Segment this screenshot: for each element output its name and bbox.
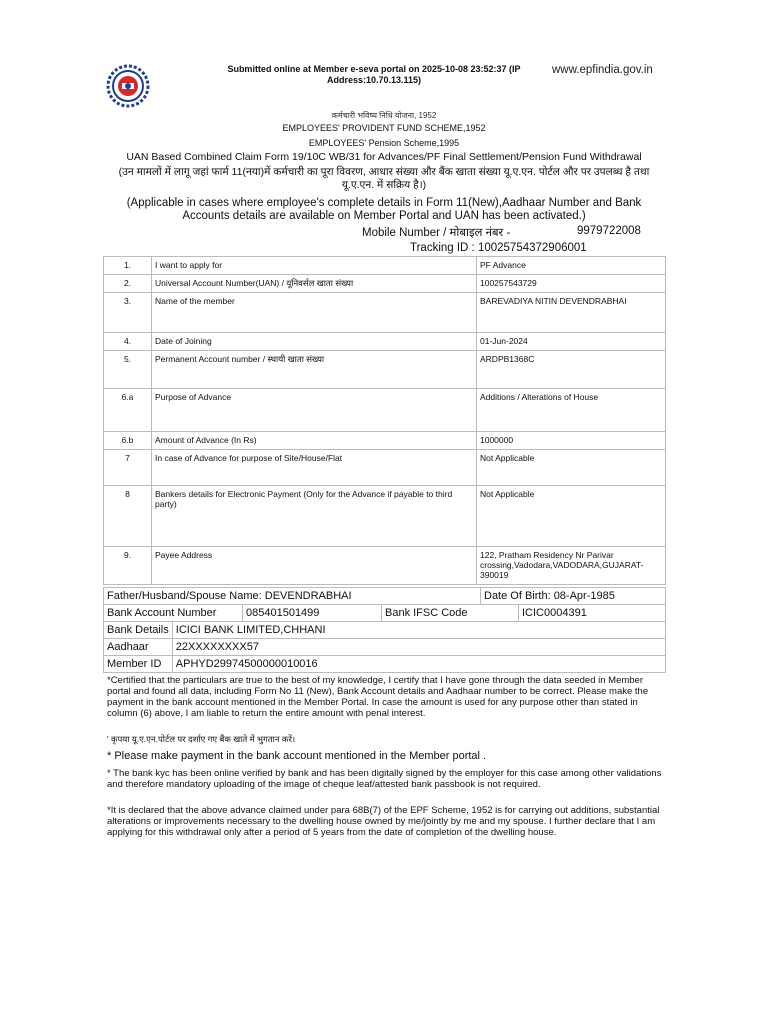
hindi-note: (उन मामलों में लागू जहां फार्म 11(नया)में कर्मचारी का पूरा विवरण, आधार संख्या और बैंक खाता संख्या यू.ए.एन. पोर्टल और पर उपलब्ध है तथा यू.ए.एन. में सक्रिय है।)	[118, 166, 650, 191]
table-row	[104, 275, 666, 293]
table-row	[104, 293, 666, 333]
row-label: I want to apply for	[152, 257, 477, 275]
father-name: Father/Husband/Spouse Name: DEVENDRABHAI	[104, 588, 481, 605]
bank-details-value: ICICI BANK LIMITED,CHHANI	[172, 622, 665, 639]
epfo-logo-icon	[106, 64, 150, 108]
table-row	[104, 333, 666, 351]
table-row	[104, 450, 666, 486]
row-number: 8	[104, 486, 152, 547]
row-label: Date of Joining	[152, 333, 477, 351]
hindi-scheme-title: कर्मचारी भविष्य निधि योजना, 1952	[331, 111, 437, 120]
bank-account-value: 085401501499	[243, 605, 382, 622]
bank-account-label: Bank Account Number	[104, 605, 243, 622]
row-label: Amount of Advance (In Rs)	[152, 432, 477, 450]
aadhaar-value: 22XXXXXXXX57	[172, 639, 665, 656]
row-label: Permanent Account number / स्थायी खाता संख्या	[152, 351, 477, 389]
table-row	[104, 257, 666, 275]
row-label: Universal Account Number(UAN) / यूनिवर्सल खाता संख्या	[152, 275, 477, 293]
certification-text: *Certified that the particulars are true to the best of my knowledge, I certify that I have gone through the data seeded in Member portal and found all data, including Form No 11 (New), Bank Account details and Aadhaar number to be correct. Please make the payment in the bank account mentioned in the Member Portal. In case the amount is used for any purpose other than stated in column (6) above, I am liable to return the entire amount with penal interest.	[107, 675, 649, 719]
row-number: 6.a	[104, 389, 152, 432]
row-label: Bankers details for Electronic Payment (Only for the Advance if payable to third party)	[152, 486, 477, 547]
submission-info: Submitted online at Member e-seva portal on 2025-10-08 23:52:37 (IP Address:10.70.13.115)	[227, 64, 521, 85]
hindi-payment-note: ' कृपया यू.ए.एन.पोर्टल पर दर्शाए गए बैंक खाते में भुगतान करें।	[107, 734, 296, 744]
row-value: 122, Pratham Residency Nr Parivar crossing,Vadodara,VADODARA,GUJARAT-390019	[477, 547, 666, 585]
table-row	[104, 389, 666, 432]
row-number: 9.	[104, 547, 152, 585]
member-details-table	[103, 621, 666, 673]
row-number: 1.	[104, 257, 152, 275]
row-value: 1000000	[477, 432, 666, 450]
tracking-id: Tracking ID : 10025754372906001	[410, 242, 587, 254]
member-id-label: Member ID	[104, 656, 173, 673]
row-number: 7	[104, 450, 152, 486]
declaration-text: *It is declared that the above advance claimed under para 68B(7) of the EPF Scheme, 1952 is for carrying out additions, substantial alterations or improvements necessary to the dwelling house owned by me/jointly by me and my spouse. I further declare that I am applying for this withdrawal only after a period of 5 years from the date of completion of the dwelling house.	[107, 805, 660, 838]
father-dob-row	[103, 587, 666, 605]
row-value: Not Applicable	[477, 486, 666, 547]
bank-details-label: Bank Details	[104, 622, 173, 639]
payment-note: * Please make payment in the bank account mentioned in the Member portal .	[107, 750, 487, 762]
date-of-birth: Date Of Birth: 08-Apr-1985	[481, 588, 666, 605]
row-value: ARDPB1368C	[477, 351, 666, 389]
claim-details-table	[103, 256, 666, 585]
mobile-label: Mobile Number / मोबाइल नंबर -	[362, 227, 511, 239]
table-row	[104, 486, 666, 547]
row-value: PF Advance	[477, 257, 666, 275]
bank-account-row	[103, 604, 666, 622]
applicable-note: (Applicable in cases where employee's complete details in Form 11(New),Aadhaar Number and Bank Accounts details are available on Member Portal and UAN has been activated.)	[126, 197, 642, 222]
row-value: Not Applicable	[477, 450, 666, 486]
mobile-value: 9979722008	[577, 225, 641, 237]
table-row	[104, 351, 666, 389]
row-label: In case of Advance for purpose of Site/House/Flat	[152, 450, 477, 486]
website-link[interactable]: www.epfindia.gov.in	[552, 64, 653, 76]
scheme-title: EMPLOYEES' PROVIDENT FUND SCHEME,1952	[282, 123, 486, 133]
row-value: 01-Jun-2024	[477, 333, 666, 351]
row-number: 6.b	[104, 432, 152, 450]
aadhaar-label: Aadhaar	[104, 639, 173, 656]
row-label: Name of the member	[152, 293, 477, 333]
row-label: Purpose of Advance	[152, 389, 477, 432]
member-id-value: APHYD29974500000010016	[172, 656, 665, 673]
row-value: Additions / Alterations of House	[477, 389, 666, 432]
kyc-note: * The bank kyc has been online verified by bank and has been digitally signed by the employer for this case among other validations and therefore mandatory uploading of the image of cheque leaf/attested bank passbook is not required.	[107, 768, 662, 790]
row-value: BAREVADIYA NITIN DEVENDRABHAI	[477, 293, 666, 333]
row-label: Payee Address	[152, 547, 477, 585]
pension-scheme-title: EMPLOYEES' Pension Scheme,1995	[308, 138, 460, 148]
row-value: 100257543729	[477, 275, 666, 293]
row-number: 2.	[104, 275, 152, 293]
table-row	[104, 432, 666, 450]
ifsc-label: Bank IFSC Code	[382, 605, 519, 622]
form-title: UAN Based Combined Claim Form 19/10C WB/31 for Advances/PF Final Settlement/Pension Fund Withdrawal	[126, 151, 642, 163]
ifsc-value: ICIC0004391	[519, 605, 666, 622]
row-number: 5.	[104, 351, 152, 389]
row-number: 3.	[104, 293, 152, 333]
table-row	[104, 547, 666, 585]
row-number: 4.	[104, 333, 152, 351]
